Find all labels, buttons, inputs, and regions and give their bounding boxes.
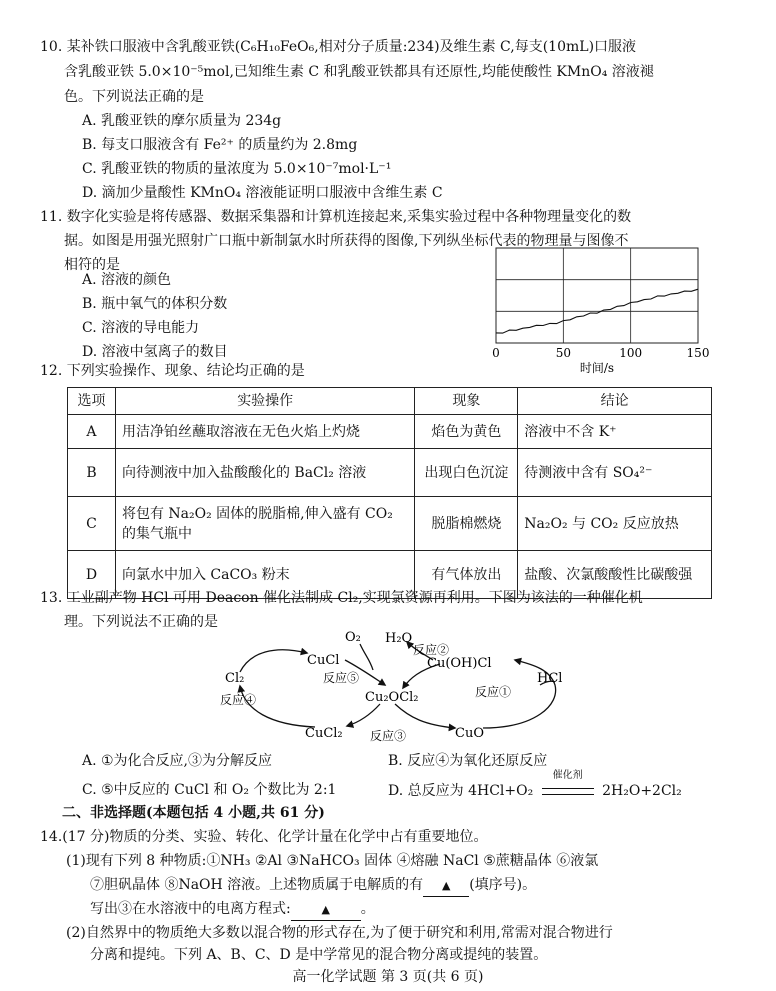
q13-option-d-lhs: D. 总反应为 4HCl+O₂ — [388, 783, 534, 799]
row-a-operation: 用洁净铂丝蘸取溶液在无色火焰上灼烧 — [115, 415, 414, 449]
x-tick-label: 0 — [492, 346, 500, 360]
label-r5: 反应⑤ — [323, 671, 360, 685]
col-header-phenomenon: 现象 — [415, 388, 518, 415]
row-d-phenomenon: 有气体放出 — [415, 551, 518, 599]
label-o2: O₂ — [345, 630, 361, 645]
x-tick-label: 150 — [686, 346, 710, 360]
col-header-operation: 实验操作 — [115, 388, 414, 415]
q11-option-a: A. 溶液的颜色 — [82, 272, 172, 288]
label-cucl2: CuCl₂ — [305, 726, 343, 741]
q14-part1-line2-text: ⑦胆矾晶体 ⑧NaOH 溶液。上述物质属于电解质的有 — [90, 877, 424, 893]
row-c-phenomenon: 脱脂棉燃烧 — [415, 497, 518, 551]
section-heading: 二、非选择题(本题包括 4 小题,共 61 分) — [62, 805, 325, 821]
page-footer: 高一化学试题 第 3 页(共 6 页) — [292, 969, 484, 985]
q10-option-b: B. 每支口服液含有 Fe²⁺ 的质量约为 2.8mg — [82, 137, 358, 153]
q14-part2-line2: 分离和提纯。下列 A、B、C、D 是中学常见的混合物分离或提纯的装置。 — [90, 947, 548, 963]
q14-part1-line3 — [90, 899, 375, 921]
row-d-operation: 向氯水中加入 CaCO₃ 粉末 — [115, 551, 414, 599]
q14-part1-line2-tail: (填序号)。 — [469, 877, 537, 893]
row-c-conclusion: Na₂O₂ 与 CO₂ 反应放热 — [518, 497, 712, 551]
q11-option-b: B. 瓶中氧气的体积分数 — [82, 296, 228, 312]
q13-option-d — [388, 770, 682, 801]
row-b-conclusion: 待测液中含有 SO₄²⁻ — [518, 449, 712, 497]
row-c-option: C — [68, 497, 116, 551]
catalyst-label: 催化剂 — [552, 770, 583, 781]
label-r1: 反应① — [475, 685, 512, 699]
label-h2o: H₂O — [385, 631, 413, 646]
equals-sign — [542, 788, 594, 795]
x-tick-label: 100 — [619, 346, 643, 360]
q14-part1-line3-tail: 。 — [360, 901, 375, 917]
label-r3: 反应③ — [370, 729, 407, 743]
q13-stem-line1: 13. 工业副产物 HCl 可用 Deacon 催化法制成 Cl₂,实现氯资源再利用。下图为该法的一种催化机 — [40, 590, 643, 606]
q14-stem: 14.(17 分)物质的分类、实验、转化、化学计量在化学中占有重要地位。 — [40, 829, 488, 845]
label-cl2: Cl₂ — [225, 671, 245, 686]
answer-blank[interactable]: ▲ — [291, 900, 361, 921]
q10-stem-line3: 色。下列说法正确的是 — [64, 89, 204, 105]
q13-option-c: C. ⑤中反应的 CuCl 和 O₂ 个数比为 2:1 — [82, 782, 337, 798]
q10-stem-line1: 10. 某补铁口服液中含乳酸亚铁(C₆H₁₀FeO₆,相对分子质量:234)及维生素 C,每支(10mL)口服液 — [40, 39, 637, 55]
row-d-conclusion: 盐酸、次氯酸酸性比碳酸强 — [518, 551, 712, 599]
q14-part1-line3-text: 写出③在水溶液中的电离方程式: — [90, 901, 291, 917]
row-b-phenomenon: 出现白色沉淀 — [415, 449, 518, 497]
answer-blank[interactable]: ▲ — [423, 876, 469, 897]
table-row — [68, 415, 712, 449]
label-cuohcl: Cu(OH)Cl — [427, 656, 492, 671]
row-a-conclusion: 溶液中不含 K⁺ — [518, 415, 712, 449]
q12-stem: 12. 下列实验操作、现象、结论均正确的是 — [40, 363, 305, 379]
q14-part1-line1: (1)现有下列 8 种物质:①NH₃ ②Al ③NaHCO₃ 固体 ④熔融 NaCl ⑤蔗糖晶体 ⑥液氯 — [66, 853, 599, 869]
q13-option-d-rhs: 2H₂O+2Cl₂ — [602, 783, 682, 799]
arrow-cu2ocl2-to-cucl2 — [347, 704, 380, 726]
label-hcl: HCl — [537, 671, 563, 686]
label-cucl: CuCl — [307, 653, 340, 668]
q10-option-d: D. 滴加少量酸性 KMnO₄ 溶液能证明口服液中含维生素 C — [82, 185, 443, 201]
q11-stem-line2: 据。如图是用强光照射广口瓶中新制氯水时所获得的图像,下列纵坐标代表的物理量与图像不 — [64, 233, 629, 249]
q10-stem-line2: 含乳酸亚铁 5.0×10⁻⁵mol,已知维生素 C 和乳酸亚铁都具有还原性,均能使酸性 KMnO₄ 溶液褪 — [64, 64, 654, 80]
table-row — [68, 497, 712, 551]
q13-catalysis-diagram — [215, 630, 575, 748]
x-axis-label: 时间/s — [579, 361, 615, 375]
table-header-row — [68, 388, 712, 415]
q11-option-c: C. 溶液的导电能力 — [82, 320, 200, 336]
label-cu2ocl2: Cu₂OCl₂ — [365, 690, 419, 705]
q13-option-a: A. ①为化合反应,③为分解反应 — [82, 753, 273, 769]
q11-stem-line3: 相符的是 — [64, 257, 120, 273]
q13-stem-line2: 理。下列说法不正确的是 — [64, 614, 218, 630]
row-d-option: D — [68, 551, 116, 599]
q11-option-d: D. 溶液中氢离子的数目 — [82, 344, 228, 360]
label-cuo: CuO — [455, 726, 484, 741]
row-a-option: A — [68, 415, 116, 449]
x-tick-label: 50 — [555, 346, 571, 360]
arrow-cu2ocl2-to-cuo — [395, 704, 455, 728]
catalyst-arrow — [542, 770, 594, 795]
arrow-o2-in — [360, 644, 373, 670]
arrow-cl2-to-cucl — [240, 650, 307, 672]
row-c-operation: 将包有 Na₂O₂ 固体的脱脂棉,伸入盛有 CO₂ 的集气瓶中 — [115, 497, 414, 551]
table-row — [68, 449, 712, 497]
row-a-phenomenon: 焰色为黄色 — [415, 415, 518, 449]
q10-option-a: A. 乳酸亚铁的摩尔质量为 234g — [82, 113, 282, 129]
row-b-operation: 向待测液中加入盐酸酸化的 BaCl₂ 溶液 — [115, 449, 414, 497]
q14-part1-line2 — [90, 875, 536, 897]
row-b-option: B — [68, 449, 116, 497]
q11-line-chart — [490, 246, 720, 374]
q13-option-b: B. 反应④为氧化还原反应 — [388, 753, 548, 769]
col-header-option: 选项 — [68, 388, 116, 415]
label-r4: 反应④ — [220, 693, 257, 707]
label-r2: 反应② — [413, 643, 450, 657]
q14-part2-line1: (2)自然界中的物质绝大多数以混合物的形式存在,为了便于研究和利用,常需对混合物进行 — [66, 925, 613, 941]
col-header-conclusion: 结论 — [518, 388, 712, 415]
q12-table — [67, 387, 712, 599]
q11-stem-line1: 11. 数字化实验是将传感器、数据采集器和计算机连接起来,采集实验过程中各种物理量变化的数 — [40, 209, 632, 225]
q10-option-c: C. 乳酸亚铁的物质的量浓度为 5.0×10⁻⁷mol·L⁻¹ — [82, 161, 392, 177]
